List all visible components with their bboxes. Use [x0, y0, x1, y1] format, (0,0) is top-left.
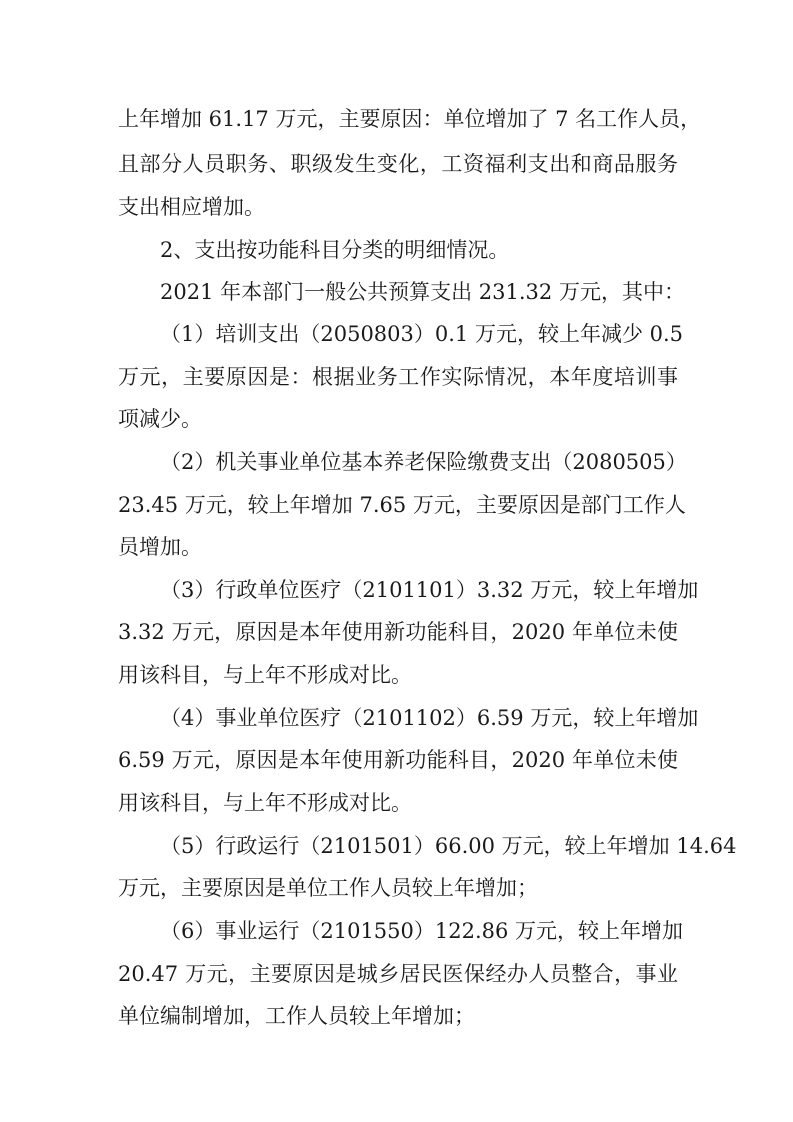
item-3-line-2: 3.32 万元，原因是本年使用新功能科目，2020 年单位未使: [118, 620, 678, 644]
item-6-line-1: （6）事业运行（2101550）122.86 万元，较上年增加: [160, 919, 684, 943]
item-2-line-3: 员增加。: [118, 535, 202, 559]
item-1-line-3: 项减少。: [118, 407, 202, 431]
section-heading: 2、支出按功能科目分类的明细情况。: [160, 238, 510, 262]
text-line-3: 支出相应增加。: [118, 195, 265, 219]
item-6-line-3: 单位编制增加，工作人员较上年增加；: [118, 1004, 475, 1028]
item-5-line-2: 万元，主要原因是单位工作人员较上年增加；: [118, 876, 538, 900]
item-4-line-2: 6.59 万元，原因是本年使用新功能科目，2020 年单位未使: [118, 748, 678, 772]
item-1-line-2: 万元，主要原因是：根据业务工作实际情况，本年度培训事: [118, 365, 678, 389]
item-1-line-1: （1）培训支出（2050803）0.1 万元，较上年减少 0.5: [160, 322, 684, 346]
item-2-line-2: 23.45 万元，较上年增加 7.65 万元，主要原因是部门工作人: [118, 493, 686, 517]
item-4-line-3: 用该科目，与上年不形成对比。: [118, 791, 412, 815]
text-line-1: 上年增加 61.17 万元，主要原因：单位增加了 7 名工作人员，: [118, 107, 702, 131]
text-line-5: 2021 年本部门一般公共预算支出 231.32 万元，其中：: [160, 280, 685, 304]
item-5-line-1: （5）行政运行（2101501）66.00 万元，较上年增加 14.64: [160, 834, 737, 858]
text-line-2: 且部分人员职务、职级发生变化，工资福利支出和商品服务: [118, 152, 678, 176]
item-6-line-2: 20.47 万元，主要原因是城乡居民医保经办人员整合，事业: [118, 962, 678, 986]
item-4-line-1: （4）事业单位医疗（2101102）6.59 万元，较上年增加: [160, 706, 699, 730]
item-3-line-3: 用该科目，与上年不形成对比。: [118, 663, 412, 687]
item-3-line-1: （3）行政单位医疗（2101101）3.32 万元，较上年增加: [160, 578, 699, 602]
item-2-line-1: （2）机关事业单位基本养老保险缴费支出（2080505）: [160, 450, 687, 474]
